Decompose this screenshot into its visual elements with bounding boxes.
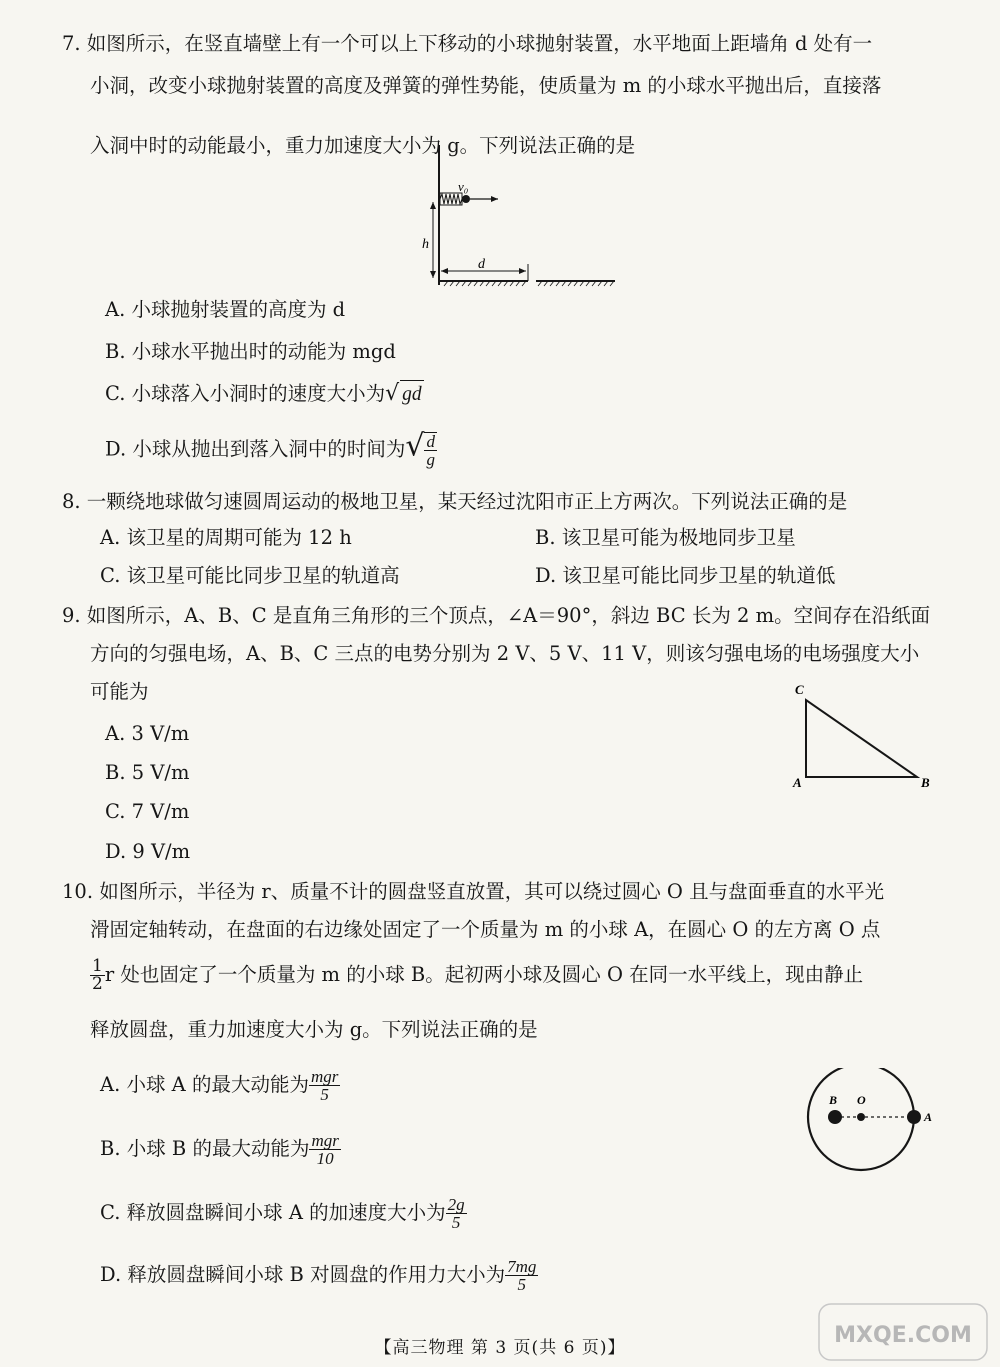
q9-stem-line-3: 可能为 bbox=[90, 680, 149, 703]
q10-stem-line-3 bbox=[90, 958, 863, 993]
q7-option-d: D. 小球从抛出到落入洞中的时间为√ $\frac{d}{g}$ bbox=[105, 428, 435, 469]
q10-option-d-numerator: 7mg bbox=[507, 1257, 537, 1276]
q9-option-d: D. 9 V/m bbox=[105, 840, 191, 863]
q10-option-b-denominator: 10 bbox=[316, 1149, 334, 1168]
q10-option-a-text: A. 小球 A 的最大动能为 bbox=[100, 1073, 309, 1096]
q10-option-c-numerator: 2g bbox=[447, 1195, 465, 1214]
q7-stem-line-2: 小洞，改变小球抛射装置的高度及弹簧的弹性势能，使质量为 m 的小球水平抛出后，直接落 bbox=[90, 74, 882, 97]
h-label: h bbox=[422, 237, 429, 252]
q9-stem-line-1: 9. 如图所示，A、B、C 是直角三角形的三个顶点，∠A＝90°，斜边 BC 长为 2 m。空间存在沿纸面 bbox=[62, 604, 931, 627]
right-triangle bbox=[806, 700, 917, 777]
q7-option-c: C. 小球落入小洞时的速度大小为√ gd bbox=[105, 380, 424, 409]
q10-stem-line-2: 滑固定轴转动，在盘面的右边缘处固定了一个质量为 m 的小球 A，在圆心 O 的左方离 O 点 bbox=[90, 918, 881, 941]
q9-option-c: C. 7 V/m bbox=[105, 800, 190, 823]
ball-a-icon bbox=[907, 1110, 921, 1124]
q10-option-b-numerator: mgr bbox=[311, 1131, 339, 1150]
v0-label: v₀ bbox=[458, 179, 469, 194]
q10-option-c bbox=[100, 1196, 467, 1231]
q7-figure bbox=[370, 140, 630, 300]
center-o-label: O bbox=[857, 1093, 866, 1107]
q9-option-b: B. 5 V/m bbox=[105, 761, 190, 784]
q9-option-a: A. 3 V/m bbox=[105, 722, 190, 745]
q7-stem-line-3: 入洞中时的动能最小，重力加速度大小为 g。下列说法正确的是 bbox=[90, 134, 636, 157]
q8-stem: 8. 一颗绕地球做匀速圆周运动的极地卫星，某天经过沈阳市正上方两次。下列说法正确的是 bbox=[62, 490, 848, 513]
q8-option-d: D. 该卫星可能比同步卫星的轨道低 bbox=[535, 564, 836, 587]
ball-b-icon bbox=[828, 1110, 842, 1124]
q10-option-d-text: D. 释放圆盘瞬间小球 B 对圆盘的作用力大小为 bbox=[100, 1263, 506, 1286]
q10-half-denominator: 2 bbox=[92, 974, 103, 994]
q8-option-c: C. 该卫星可能比同步卫星的轨道高 bbox=[100, 564, 400, 587]
q10-option-d bbox=[100, 1258, 538, 1293]
watermark-logo bbox=[815, 1300, 995, 1364]
q10-option-a bbox=[100, 1068, 340, 1103]
q7-option-d-denominator: g bbox=[426, 450, 435, 469]
q10-disk-figure bbox=[800, 1068, 945, 1178]
ball-b-label: B bbox=[829, 1093, 838, 1107]
q10-stem-line-3-text: r 处也固定了一个质量为 m 的小球 B。起初两小球及圆心 O 在同一水平线上，现由静止 bbox=[104, 963, 864, 986]
page-footer: 【高三物理 第 3 页(共 6 页)】 bbox=[374, 1338, 626, 1358]
q7-option-b: B. 小球水平抛出时的动能为 mgd bbox=[105, 340, 396, 363]
q10-stem-line-1: 10. 如图所示，半径为 r、质量不计的圆盘竖直放置，其可以绕过圆心 O 且与盘面垂直的水平光 bbox=[62, 880, 885, 903]
d-label: d bbox=[478, 257, 485, 272]
q7-option-c-text: C. 小球落入小洞时的速度大小为 bbox=[105, 382, 386, 405]
q8-option-a: A. 该卫星的周期可能为 12 h bbox=[100, 526, 352, 549]
q7-option-a: A. 小球抛射装置的高度为 d bbox=[105, 298, 346, 321]
q10-option-b bbox=[100, 1132, 341, 1167]
vertex-b-label: B bbox=[921, 775, 930, 788]
q10-option-d-denominator: 5 bbox=[517, 1275, 526, 1294]
q10-option-a-numerator: mgr bbox=[310, 1067, 339, 1086]
q7-option-d-text: D. 小球从抛出到落入洞中的时间为 bbox=[105, 437, 406, 461]
ball-icon bbox=[462, 195, 470, 203]
q9-stem-line-2: 方向的匀强电场，A、B、C 三点的电势分别为 2 V、5 V、11 V，则该匀强电场的电场强度大小 bbox=[90, 642, 920, 665]
watermark-text: MXQE.COM bbox=[834, 1323, 972, 1348]
q7-option-d-numerator: d bbox=[426, 432, 435, 451]
q10-option-c-denominator: 5 bbox=[451, 1213, 461, 1232]
vertex-a-label: A bbox=[793, 775, 802, 788]
q10-half-numerator: 1 bbox=[92, 956, 103, 976]
q7-option-c-radicand: gd bbox=[400, 380, 424, 409]
q10-option-b-text: B. 小球 B 的最大动能为 bbox=[100, 1137, 310, 1160]
vertex-c-label: C bbox=[795, 682, 804, 697]
q10-stem-line-4: 释放圆盘，重力加速度大小为 g。下列说法正确的是 bbox=[90, 1018, 538, 1041]
q9-triangle-figure bbox=[785, 678, 940, 788]
ball-a-label: A bbox=[924, 1110, 933, 1124]
q10-option-a-denominator: 5 bbox=[320, 1085, 329, 1104]
q7-stem-line-1: 7. 如图所示，在竖直墙壁上有一个可以上下移动的小球抛射装置，水平地面上距墙角 d 处有一 bbox=[62, 32, 873, 55]
center-o-icon bbox=[857, 1113, 865, 1121]
spring-icon bbox=[440, 193, 462, 205]
q8-option-b: B. 该卫星可能为极地同步卫星 bbox=[535, 526, 796, 549]
q10-option-c-text: C. 释放圆盘瞬间小球 A 的加速度大小为 bbox=[100, 1201, 446, 1224]
